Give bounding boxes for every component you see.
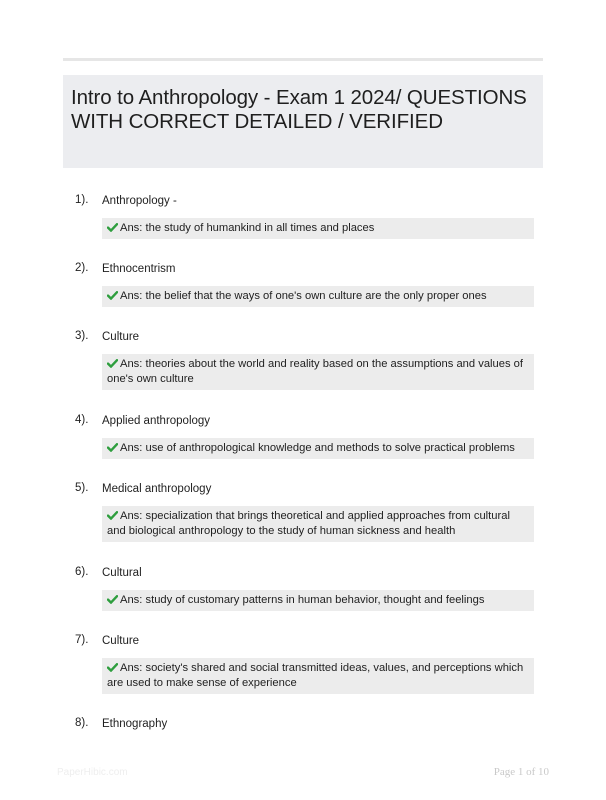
answer-text: Ans: study of customary patterns in human behavior, thought and feelings [120, 594, 485, 606]
check-mark-icon [107, 663, 118, 672]
question-text: Anthropology - [102, 195, 177, 207]
question-number: 3). [75, 330, 89, 342]
question-text: Culture [102, 635, 140, 647]
top-divider [63, 58, 543, 61]
answer-box [102, 506, 534, 542]
answer-box [102, 658, 534, 694]
title-banner [63, 75, 543, 168]
check-mark-icon [107, 291, 118, 300]
question-text: Ethnography [102, 718, 168, 730]
check-mark-icon [107, 359, 118, 368]
answer-text: Ans: theories about the world and reality based on the assumptions and values of one's own culture [107, 358, 524, 385]
check-mark-icon [107, 595, 118, 604]
check-mark-icon [107, 511, 118, 520]
answer-text: Ans: society's shared and social transmitted ideas, values, and perceptions which are used to make sense of experience [107, 662, 524, 689]
answer-box [102, 218, 534, 239]
question-text: Ethnocentrism [102, 263, 176, 275]
answer-text: Ans: the study of humankind in all times and places [120, 222, 375, 234]
page-title: Intro to Anthropology - Exam 1 2024/ QUESTIONS WITH CORRECT DETAILED / VERIFIED [71, 86, 527, 133]
question-number: 7). [75, 634, 89, 646]
answer-box [102, 438, 534, 459]
question-number: 6). [75, 566, 89, 578]
answer-text: Ans: specialization that brings theoretical and applied approaches from cultural and biological anthropology to the study of human sickness and health [107, 510, 510, 537]
question-text: Culture [102, 331, 140, 343]
question-number: 4). [75, 414, 89, 426]
answer-text: Ans: use of anthropological knowledge and methods to solve practical problems [120, 442, 515, 454]
page-number: Page 1 of 10 [493, 766, 549, 778]
answer-text: Ans: the belief that the ways of one's own culture are the only proper ones [120, 290, 487, 302]
question-number: 8). [75, 717, 89, 729]
question-text: Medical anthropology [102, 483, 212, 495]
answer-box [102, 590, 534, 611]
answer-box [102, 286, 534, 307]
footer-watermark: PaperHibic.com [57, 767, 128, 778]
question-number: 2). [75, 262, 89, 274]
question-text: Cultural [102, 567, 142, 579]
question-text: Applied anthropology [102, 415, 211, 427]
answer-box [102, 354, 534, 390]
question-number: 5). [75, 482, 89, 494]
question-number: 1). [75, 194, 89, 206]
check-mark-icon [107, 223, 118, 232]
check-mark-icon [107, 443, 118, 452]
